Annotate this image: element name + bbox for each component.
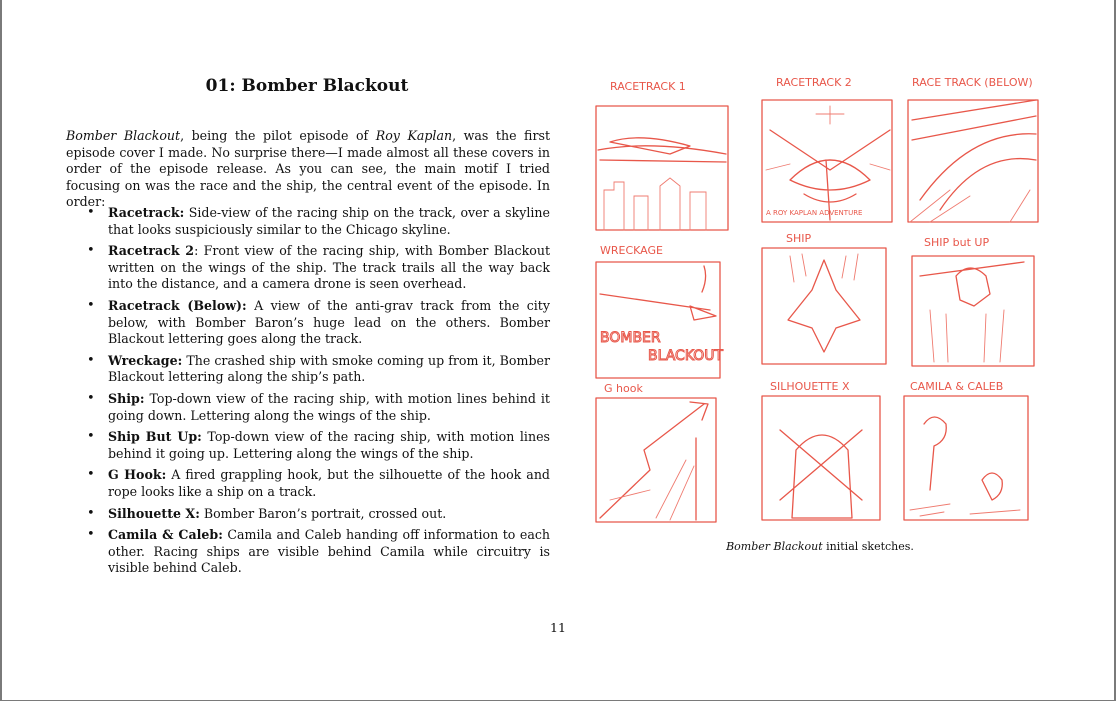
sketch-label: SHIP [786,232,812,245]
sketch-panel-silhouette-x [762,380,880,520]
list-item [84,298,550,348]
list-item-text: Side-view of the racing ship on the track, over a skyline that looks suspiciously similar to the Chicago skyline. [108,205,550,237]
intro-em-title: Bomber Blackout [66,128,181,143]
list-item-term: Camila & Caleb: [108,527,223,543]
sketch-panel-g-hook [596,382,716,522]
list-item [84,467,550,500]
list-item [84,527,550,577]
figure-caption [590,540,1050,553]
list-item-text: Top-down view of the racing ship, with motion lines behind it going down. Lettering along the wings of the ship. [108,390,550,423]
list-item-term: Wreckage: [108,352,183,368]
sketch-lettering-bomber: BOMBER [600,330,661,346]
list-item [84,506,550,523]
sketch-label: RACETRACK 2 [776,76,852,89]
list-item-text: A fired grappling hook, but the silhouette of the hook and rope looks like a ship on a track. [108,467,550,499]
list-item [84,391,550,424]
list-item-text: The crashed ship with smoke coming up from it, Bomber Blackout lettering along the ship’s path. [108,352,550,385]
list-item-text: A view of the anti-grav track from the city below, with Bomber Baron’s huge lead on the others. Bomber Blackout lettering goes along the track. [108,297,550,347]
sketch-panel-ship-but-up [912,236,1034,366]
list-item-text: : Front view of the racing ship, with Bomber Blackout written on the wings of the ship. The track trails all the way back into the distance, and a camera drone is seen overhead. [108,243,551,292]
sketch-panel-wreckage [596,244,724,378]
intro-paragraph [66,128,550,211]
list-item-term: Racetrack: [108,205,185,220]
sketch-grid [590,70,1050,530]
list-item [84,243,550,293]
sketch-label: SILHOUETTE X [770,380,850,393]
sketch-label: WRECKAGE [600,244,663,257]
caption-em: Bomber Blackout [726,540,823,553]
sketch-panel-racetrack [596,80,728,230]
sketch-label: SHIP but UP [924,236,990,249]
page-title: 01: Bomber Blackout [205,76,409,96]
list-item-text: Camila and Caleb handing off information to each other. Racing ships are visible behind Camila while circuitry is visible behind Caleb. [108,527,551,576]
list-item-term: Ship But Up: [108,429,202,445]
caption-text: initial sketches. [822,540,914,553]
intro-text-2: , was the first episode cover I made. No surprise there—I made almost all these covers in order of the episode release. As you can see, the main motif I tried focusing on was the race and the ship, the central event of the episode. In order: [66,128,550,210]
list-item [84,205,550,238]
list-item-text: Top-down view of the racing ship, with motion lines behind it going up. Lettering along the wings of the ship. [108,429,550,461]
sketch-label: G hook [604,382,643,395]
sketch-panel-ship [762,232,886,364]
sketch-lettering-blackout: BLACKOUT [648,348,724,364]
sketch-panel-camila-caleb [904,380,1028,520]
sketch-label: CAMILA & CALEB [910,380,1004,393]
list-item-term: Racetrack (Below): [108,297,247,313]
sketch-panel-racetrack-below [908,76,1038,222]
page-number: 11 [550,620,566,635]
sketch-panel-racetrack-2 [762,76,892,222]
list-item [84,353,550,386]
sketch-list [84,205,550,582]
document-page [2,0,1114,700]
list-item-term: Racetrack 2 [108,243,195,259]
list-item-term: Ship: [108,390,145,406]
sketch-credit: A ROY KAPLAN ADVENTURE [766,209,863,217]
list-item-term: Silhouette X: [108,505,200,521]
list-item-term: G Hook: [108,467,167,483]
list-item-text: Bomber Baron’s portrait, crossed out. [199,505,447,521]
sketch-label: RACETRACK 1 [610,80,686,93]
sketch-label: RACE TRACK (BELOW) [912,76,1033,89]
intro-em-series: Roy Kaplan [375,128,453,143]
intro-text-1: , being the pilot episode of [180,128,376,143]
list-item [84,429,550,462]
